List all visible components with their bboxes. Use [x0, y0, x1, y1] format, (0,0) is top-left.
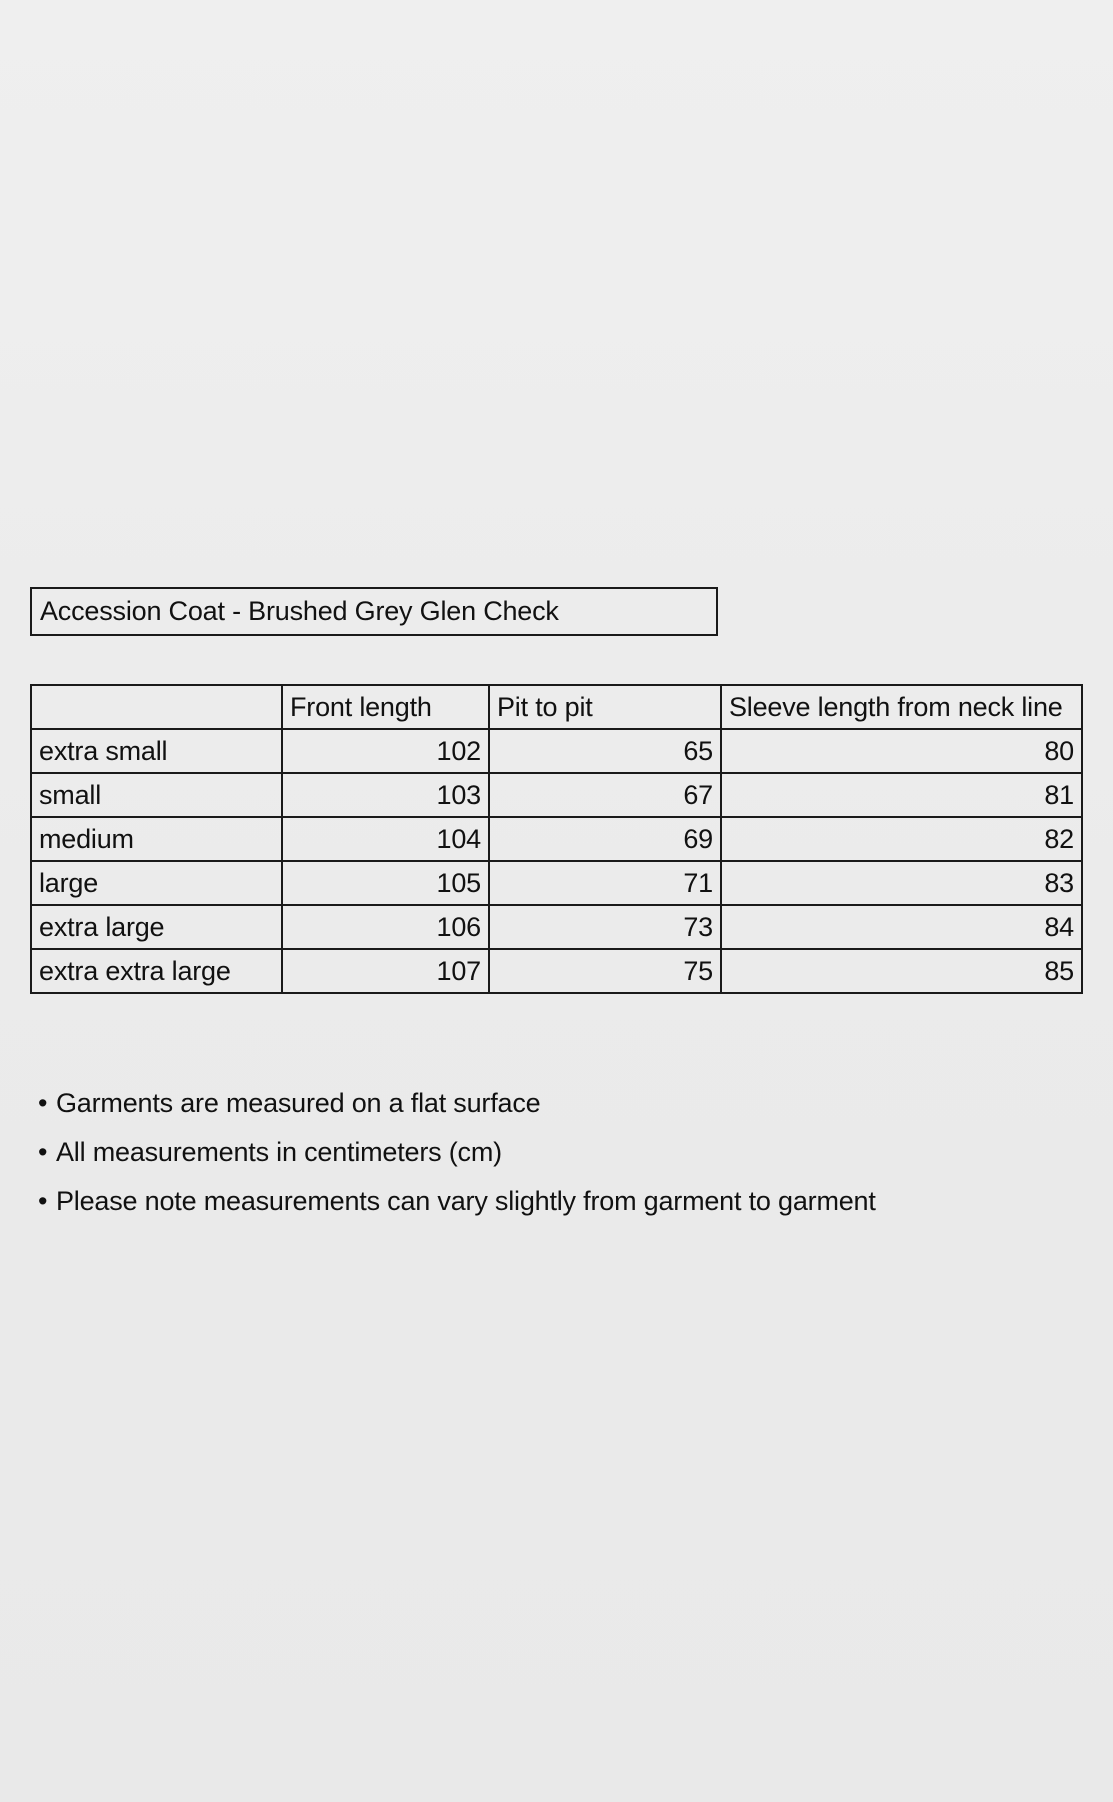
- size-label: extra small: [31, 729, 282, 773]
- header-pit-to-pit: Pit to pit: [489, 685, 721, 729]
- table-header-row: [31, 685, 1082, 729]
- pit-to-pit-value: 73: [489, 905, 721, 949]
- front-length-value: 104: [282, 817, 489, 861]
- front-length-value: 105: [282, 861, 489, 905]
- pit-to-pit-value: 69: [489, 817, 721, 861]
- note-text: All measurements in centimeters (cm): [56, 1137, 502, 1167]
- size-label: extra large: [31, 905, 282, 949]
- header-sleeve-length: Sleeve length from neck line: [721, 685, 1082, 729]
- front-length-value: 103: [282, 773, 489, 817]
- sleeve-length-value: 85: [721, 949, 1082, 993]
- size-label: extra extra large: [31, 949, 282, 993]
- size-chart-table: [30, 684, 1083, 994]
- bullet-marker: •: [38, 1137, 48, 1167]
- sleeve-length-value: 80: [721, 729, 1082, 773]
- product-title: [30, 587, 718, 636]
- bullet-marker: •: [38, 1088, 48, 1118]
- table-row: [31, 729, 1082, 773]
- list-item: [38, 1177, 876, 1226]
- sleeve-length-value: 84: [721, 905, 1082, 949]
- front-length-value: 106: [282, 905, 489, 949]
- note-text: Please note measurements can vary slightly from garment to garment: [56, 1186, 876, 1216]
- header-front-length: Front length: [282, 685, 489, 729]
- size-label: large: [31, 861, 282, 905]
- pit-to-pit-value: 71: [489, 861, 721, 905]
- product-title-text: Accession Coat - Brushed Grey Glen Check: [40, 596, 559, 626]
- pit-to-pit-value: 65: [489, 729, 721, 773]
- table-row: [31, 773, 1082, 817]
- note-text: Garments are measured on a flat surface: [56, 1088, 541, 1118]
- size-label: medium: [31, 817, 282, 861]
- sleeve-length-value: 83: [721, 861, 1082, 905]
- sleeve-length-value: 82: [721, 817, 1082, 861]
- measurement-notes: [38, 1079, 876, 1226]
- bullet-marker: •: [38, 1186, 48, 1216]
- size-label: small: [31, 773, 282, 817]
- pit-to-pit-value: 75: [489, 949, 721, 993]
- list-item: [38, 1128, 876, 1177]
- header-size: [31, 685, 282, 729]
- sleeve-length-value: 81: [721, 773, 1082, 817]
- pit-to-pit-value: 67: [489, 773, 721, 817]
- table-row: [31, 949, 1082, 993]
- table-row: [31, 905, 1082, 949]
- front-length-value: 107: [282, 949, 489, 993]
- list-item: [38, 1079, 876, 1128]
- table-row: [31, 817, 1082, 861]
- front-length-value: 102: [282, 729, 489, 773]
- table-row: [31, 861, 1082, 905]
